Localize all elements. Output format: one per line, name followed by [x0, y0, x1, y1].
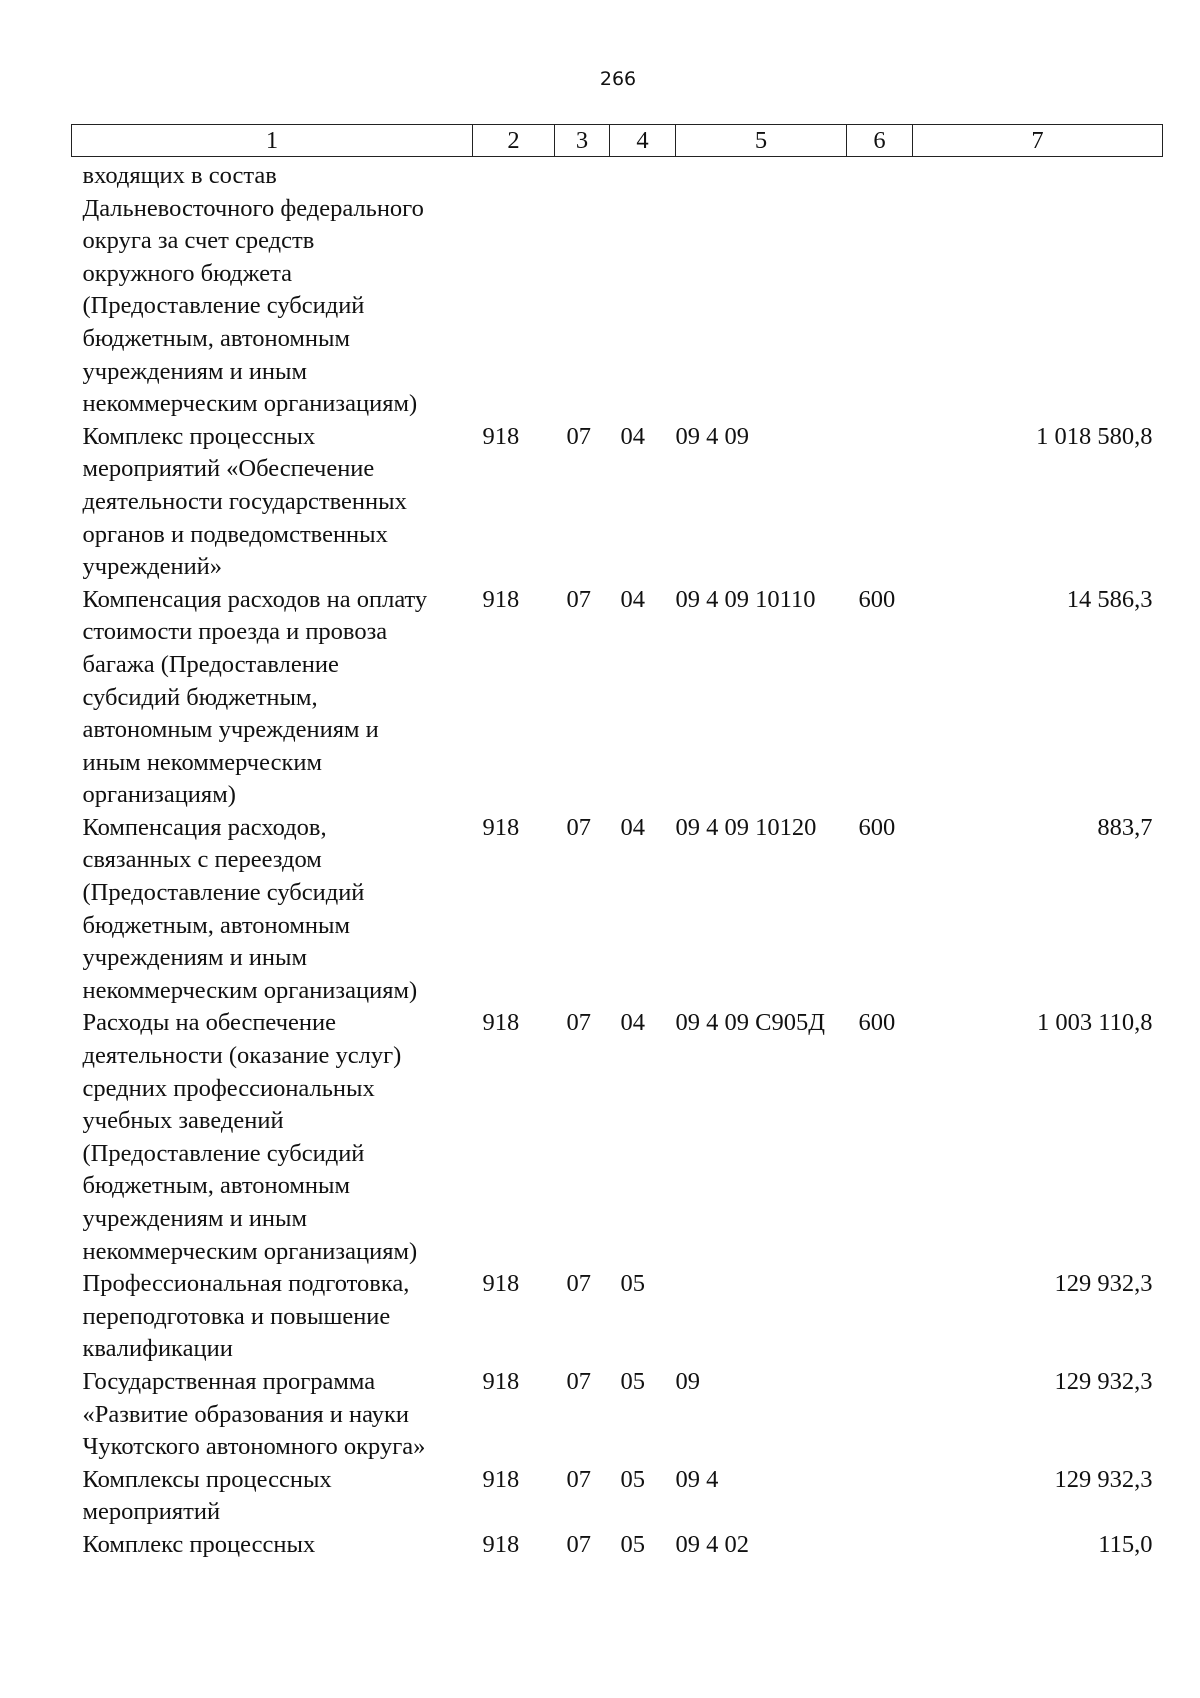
row-col7-cell: 115,0 — [1098, 1530, 1153, 1558]
row-col2-cell: 918 — [482, 1530, 520, 1558]
row-col6-cell — [847, 421, 913, 584]
row-name-line: субсидий бюджетным, — [82, 683, 318, 711]
row-name-line: связанных с переездом — [82, 846, 322, 874]
row-name-cell — [72, 1007, 473, 1268]
row-col5-cell: 09 4 09 10120 — [675, 813, 817, 841]
row-col5-cell: 09 4 09 10110 — [675, 585, 816, 613]
row-name-line: некоммерческим организациям) — [82, 976, 418, 1004]
row-col7-cell: 129 932,3 — [1054, 1367, 1153, 1395]
row-name-line: Дальневосточного федерального — [82, 194, 424, 222]
row-name-line: деятельности государственных — [82, 487, 407, 515]
row-name-line: багажа (Предоставление — [82, 650, 339, 678]
table-row — [72, 812, 1163, 1008]
row-col6-cell — [847, 157, 913, 421]
row-name-line: учреждениям и иным — [82, 357, 308, 385]
row-name-line: мероприятий — [82, 1498, 221, 1526]
table-header — [72, 125, 1163, 157]
row-name-line: квалификации — [82, 1335, 233, 1363]
row-name-line: окружного бюджета — [82, 259, 292, 287]
row-col2-cell: 918 — [482, 1367, 520, 1395]
row-col5-cell — [676, 157, 847, 421]
row-col3-cell — [555, 157, 610, 421]
row-name-line: Компенсация расходов на оплату — [82, 585, 428, 613]
row-name-line: бюджетным, автономным — [82, 911, 350, 939]
row-col3-cell: 07 — [566, 1009, 591, 1037]
row-name-line: учреждениям и иным — [82, 944, 308, 972]
row-col4-cell: 05 — [620, 1367, 645, 1395]
row-col3-cell: 07 — [566, 1367, 591, 1395]
row-col3-cell: 07 — [566, 1270, 591, 1298]
row-name-line: (Предоставление субсидий — [82, 879, 365, 907]
column-header-4: 4 — [610, 125, 676, 157]
row-col2-cell — [473, 157, 555, 421]
row-name-line: некоммерческим организациям) — [82, 1237, 418, 1265]
table-row — [72, 1366, 1163, 1464]
row-name-line: учебных заведений — [82, 1107, 284, 1135]
row-name-cell — [72, 1366, 473, 1464]
row-col3-cell: 07 — [566, 1530, 591, 1558]
row-col6-cell: 600 — [858, 1009, 896, 1037]
row-col7-cell — [913, 157, 1163, 421]
page-number: 266 — [599, 68, 637, 90]
row-col4-cell: 05 — [620, 1270, 645, 1298]
row-col7-cell: 129 932,3 — [1054, 1465, 1153, 1493]
budget-table — [71, 124, 1163, 1562]
row-name-line: некоммерческим организациям) — [82, 390, 418, 418]
row-name-line: органов и подведомственных — [82, 520, 388, 548]
row-col6-cell — [847, 1366, 913, 1464]
column-header-1: 1 — [72, 125, 473, 157]
row-name-cell — [72, 812, 473, 1008]
row-name-line: организациям) — [82, 781, 236, 809]
row-col2-cell: 918 — [482, 1465, 520, 1493]
row-col5-cell: 09 4 — [675, 1465, 719, 1493]
row-name-line: Профессиональная подготовка, — [82, 1270, 410, 1298]
row-col4-cell: 05 — [620, 1530, 645, 1558]
row-name-line: переподготовка и повышение — [82, 1302, 391, 1330]
table-row — [72, 1007, 1163, 1268]
column-header-3: 3 — [555, 125, 610, 157]
row-name-cell — [72, 421, 473, 584]
row-name-line: бюджетным, автономным — [82, 324, 350, 352]
row-name-cell — [72, 1268, 473, 1366]
row-col2-cell: 918 — [482, 1270, 520, 1298]
row-col5-cell: 09 4 09 С905Д — [675, 1009, 825, 1037]
row-name-line: Расходы на обеспечение — [82, 1009, 336, 1037]
row-col3-cell: 07 — [566, 813, 591, 841]
row-name-line: стоимости проезда и провоза — [82, 618, 388, 646]
row-name-cell — [72, 1529, 473, 1562]
row-col5-cell: 09 — [675, 1367, 700, 1395]
row-col4-cell: 04 — [620, 1009, 645, 1037]
row-col5-cell: 09 4 09 — [675, 422, 749, 450]
row-name-cell — [72, 584, 473, 812]
row-name-line: «Развитие образования и науки — [82, 1400, 410, 1428]
row-col3-cell: 07 — [566, 1465, 591, 1493]
row-name-line: Комплекс процессных — [82, 1530, 316, 1558]
row-col7-cell: 883,7 — [1097, 813, 1153, 841]
column-header-5: 5 — [676, 125, 847, 157]
row-name-line: (Предоставление субсидий — [82, 1139, 365, 1167]
row-col6-cell: 600 — [858, 813, 896, 841]
table-row — [72, 584, 1163, 812]
row-col4-cell: 04 — [620, 585, 645, 613]
row-name-line: учреждений» — [82, 553, 223, 581]
row-col7-cell: 1 003 110,8 — [1037, 1009, 1153, 1037]
row-col4-cell: 05 — [620, 1465, 645, 1493]
column-header-6: 6 — [847, 125, 913, 157]
row-col6-cell — [847, 1529, 913, 1562]
row-col3-cell: 07 — [566, 585, 591, 613]
table-row — [72, 1268, 1163, 1366]
row-col4-cell — [610, 157, 676, 421]
row-col6-cell — [847, 1268, 913, 1366]
table-row — [72, 421, 1163, 584]
row-name-line: иным некоммерческим — [82, 748, 322, 776]
table-row — [72, 1464, 1163, 1529]
row-col6-cell: 600 — [858, 585, 896, 613]
row-col3-cell: 07 — [566, 422, 591, 450]
row-col2-cell: 918 — [482, 813, 520, 841]
row-name-line: Компенсация расходов, — [82, 813, 327, 841]
row-name-line: входящих в состав — [82, 162, 277, 189]
row-name-line: автономным учреждениям и — [82, 716, 379, 744]
row-name-line: средних профессиональных — [82, 1074, 375, 1102]
row-name-line: (Предоставление субсидий — [82, 292, 365, 320]
row-col6-cell — [847, 1464, 913, 1529]
header-row — [72, 125, 1163, 157]
row-col2-cell: 918 — [482, 585, 520, 613]
row-col7-cell: 14 586,3 — [1066, 585, 1153, 613]
row-name-cell — [72, 157, 473, 421]
row-name-line: мероприятий «Обеспечение — [82, 455, 375, 483]
column-header-2: 2 — [473, 125, 555, 157]
row-name-cell — [72, 1464, 473, 1529]
table-row — [72, 157, 1163, 421]
row-name-line: деятельности (оказание услуг) — [82, 1042, 402, 1070]
table-body — [72, 157, 1163, 1562]
row-name-line: учреждениям и иным — [82, 1205, 308, 1232]
row-col4-cell: 04 — [620, 813, 645, 841]
row-name-line: Комплексы процессных — [82, 1465, 332, 1493]
column-header-7: 7 — [913, 125, 1163, 157]
row-col2-cell: 918 — [482, 422, 520, 450]
row-name-line: округа за счет средств — [82, 227, 315, 255]
table-row — [72, 1529, 1163, 1562]
row-col2-cell: 918 — [482, 1009, 520, 1037]
row-name-line: Чукотского автономного округа» — [82, 1433, 426, 1461]
row-col5-cell: 09 4 02 — [675, 1530, 749, 1558]
row-name-line: Государственная программа — [82, 1367, 376, 1395]
row-col4-cell: 04 — [620, 422, 645, 450]
row-col7-cell: 129 932,3 — [1054, 1270, 1153, 1298]
row-name-line: бюджетным, автономным — [82, 1172, 350, 1200]
row-col7-cell: 1 018 580,8 — [1036, 422, 1153, 450]
row-col5-cell — [676, 1268, 847, 1366]
row-name-line: Комплекс процессных — [82, 422, 316, 450]
